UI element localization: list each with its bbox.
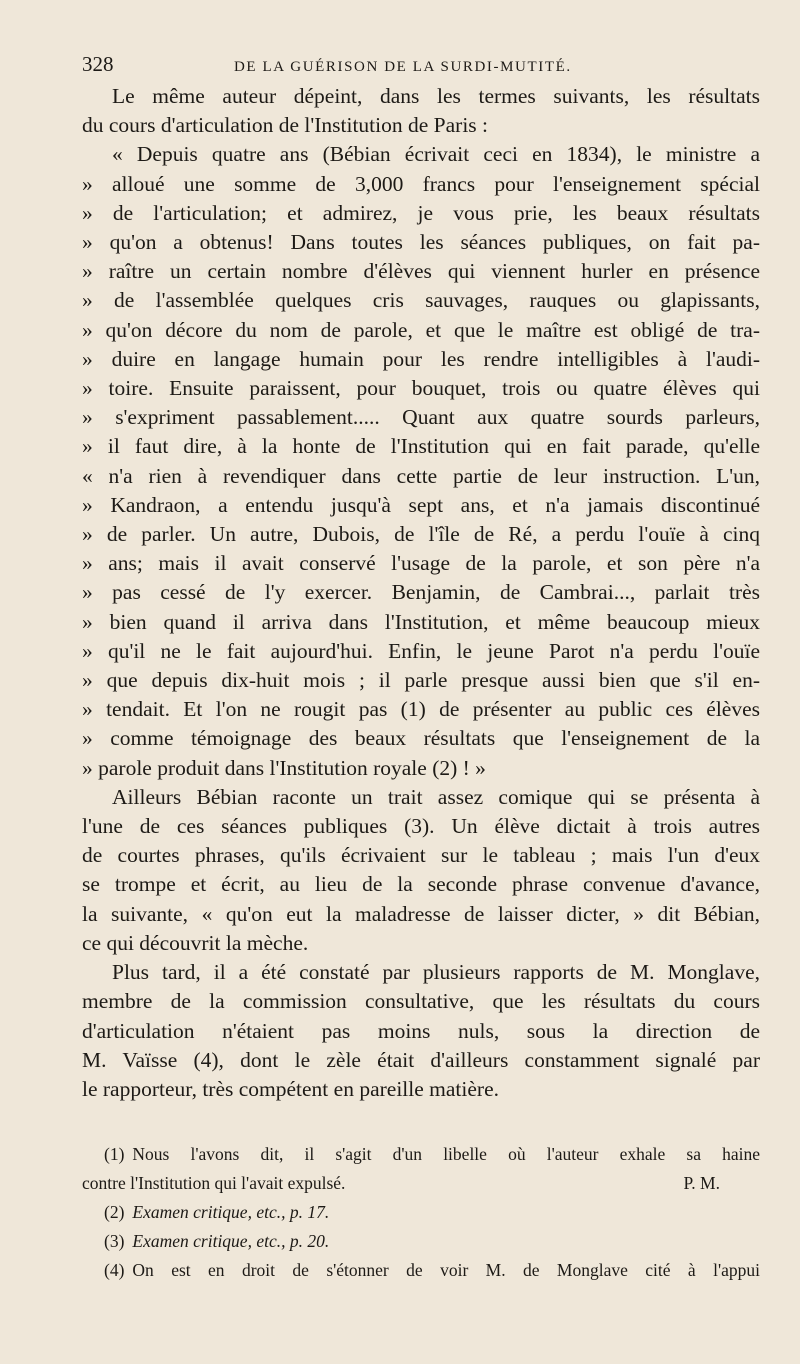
footnote-text: contre l'Institution qui l'avait expulsé. — [82, 1173, 346, 1194]
text-line: de courtes phrases, qu'ils écrivaient sur le tableau ; mais l'un d'eux — [82, 843, 760, 868]
text-line: membre de la commission consultative, que les résultats du cours — [82, 989, 760, 1014]
text-line: du cours d'articulation de l'Institution de Paris : — [82, 113, 489, 138]
footnote-1 — [82, 1140, 760, 1198]
text-line: » s'expriment passablement..... Quant aux quatre sourds parleurs, — [82, 405, 760, 430]
footnote-line — [82, 1140, 760, 1169]
text-line: le rapporteur, très compétent en pareille matière. — [82, 1076, 499, 1101]
text-line: » qu'on décore du nom de parole, et que le maître est obligé de tra- — [82, 317, 760, 342]
text-line: » de l'assemblée quelques cris sauvages, rauques ou glapissants, — [82, 288, 760, 313]
page-header — [82, 52, 760, 82]
text-line: M. Vaïsse (4), dont le zèle était d'ailleurs constamment signalé par — [82, 1047, 760, 1072]
footnote-number: (1) — [104, 1144, 125, 1165]
paragraph-2 — [82, 783, 760, 958]
text-line: » qu'on a obtenus! Dans toutes les séances publiques, on fait pa- — [82, 230, 760, 255]
body-text — [82, 82, 760, 1104]
text-line: se trompe et écrit, au lieu de la seconde phrase convenue d'avance, — [82, 872, 760, 897]
text-line: » pas cessé de l'y exercer. Benjamin, de Cambrai..., parlait très — [82, 580, 760, 605]
quotation — [82, 140, 760, 782]
text-line: » comme témoignage des beaux résultats que l'enseignement de la — [82, 726, 760, 751]
text-line: » que depuis dix-huit mois ; il parle presque aussi bien que s'il en- — [82, 668, 760, 693]
text-line: » toire. Ensuite paraissent, pour bouquet, trois ou quatre élèves qui — [82, 376, 760, 401]
text-line: » raître un certain nombre d'élèves qui viennent hurler en présence — [82, 259, 760, 284]
footnote-number: (3) — [104, 1231, 125, 1252]
footnote-number: (4) — [104, 1260, 125, 1281]
page-number: 328 — [82, 52, 114, 76]
footnote-line — [82, 1256, 760, 1285]
text-line: » duire en langage humain pour les rendre intelligibles à l'audi- — [82, 346, 760, 371]
text-line: » parole produit dans l'Institution royale (2) ! » — [82, 755, 486, 780]
footnote-line — [82, 1198, 760, 1227]
text-line: d'articulation n'étaient pas moins nuls, sous la direction de — [82, 1018, 760, 1043]
footnote-line — [82, 1227, 760, 1256]
footnote-2 — [82, 1198, 760, 1227]
text-line: l'une de ces séances publiques (3). Un élève dictait à trois autres — [82, 814, 760, 839]
text-line: » bien quand il arriva dans l'Institution, et même beaucoup mieux — [82, 609, 760, 634]
footnote-3 — [82, 1227, 760, 1256]
paragraph-1 — [82, 82, 760, 140]
text-line: « n'a rien à revendiquer dans cette partie de leur instruction. L'un, — [82, 463, 760, 488]
paragraph-3 — [82, 958, 760, 1104]
text-line: » alloué une somme de 3,000 francs pour l'enseignement spécial — [82, 171, 760, 196]
text-line: » de parler. Un autre, Dubois, de l'île de Ré, a perdu l'ouïe à cinq — [82, 522, 760, 547]
footnotes — [82, 1140, 760, 1285]
text-line: » Kandraon, a entendu jusqu'à sept ans, et n'a jamais discontinué — [82, 492, 760, 517]
footnote-text: Examen critique, etc., p. 17. — [132, 1202, 330, 1223]
text-line: ce qui découvrit la mèche. — [82, 930, 309, 955]
footnote-number: (2) — [104, 1202, 125, 1223]
text-line: » tendait. Et l'on ne rougit pas (1) de présenter au public ces élèves — [82, 697, 760, 722]
text-line: » il faut dire, à la honte de l'Institution qui en fait parade, qu'elle — [82, 434, 760, 459]
footnote-text: Examen critique, etc., p. 20. — [132, 1231, 330, 1252]
text-line: Plus tard, il a été constaté par plusieurs rapports de M. Monglave, — [112, 960, 760, 985]
text-line: Ailleurs Bébian raconte un trait assez comique qui se présenta à — [112, 784, 760, 809]
text-line: » qu'il ne le fait aujourd'hui. Enfin, le jeune Parot n'a perdu l'ouïe — [82, 638, 760, 663]
text-line: la suivante, « qu'on eut la maladresse de laisser dicter, » dit Bébian, — [82, 901, 760, 926]
text-line: Le même auteur dépeint, dans les termes suivants, les résultats — [112, 84, 760, 108]
text-line: « Depuis quatre ans (Bébian écrivait ceci en 1834), le ministre a — [112, 142, 760, 167]
footnote-text: Nous l'avons dit, il s'agit d'un libelle où l'auteur exhale sa haine — [132, 1144, 760, 1165]
text-line: » de l'articulation; et admirez, je vous prie, les beaux résultats — [82, 200, 760, 225]
footnote-line — [82, 1169, 760, 1198]
footnote-4 — [82, 1256, 760, 1285]
footnote-signature: P. M. — [683, 1173, 720, 1194]
text-line: » ans; mais il avait conservé l'usage de la parole, et son père n'a — [82, 551, 760, 576]
footnote-text: On est en droit de s'étonner de voir M. de Monglave cité à l'appui — [132, 1260, 760, 1281]
running-title: DE LA GUÉRISON DE LA SURDI-MUTITÉ. — [234, 59, 572, 75]
